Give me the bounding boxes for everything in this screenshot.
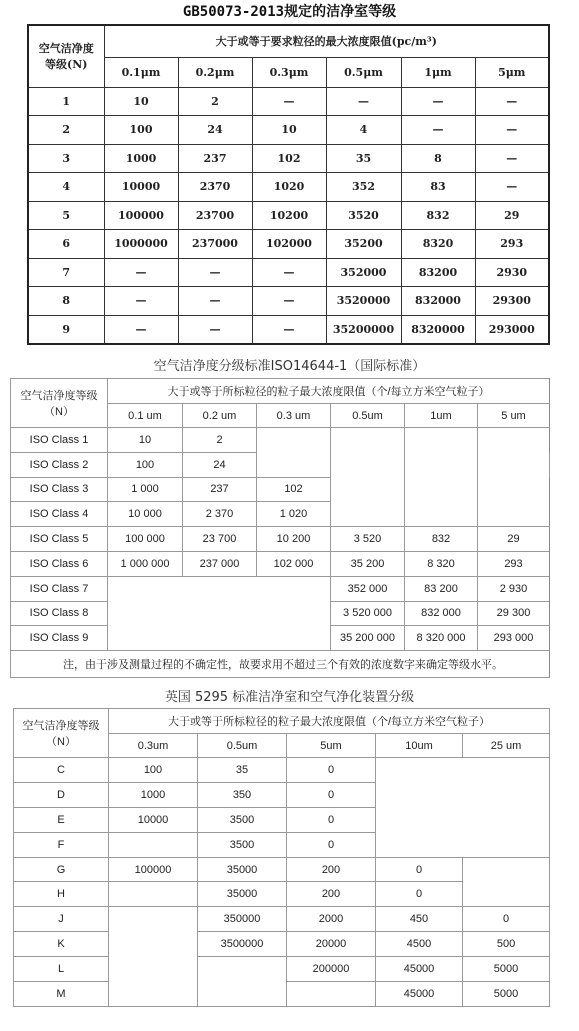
value-cell: 100 bbox=[104, 116, 178, 145]
value-cell: — bbox=[252, 258, 326, 287]
value-cell: 100000 bbox=[109, 857, 198, 882]
table-row bbox=[11, 428, 550, 453]
value-cell: 450 bbox=[376, 907, 463, 932]
value-cell: 200000 bbox=[287, 957, 376, 982]
empty-cell bbox=[257, 428, 331, 478]
value-cell: 29 300 bbox=[478, 601, 550, 626]
particle-size-header: 0.2 um bbox=[183, 404, 257, 428]
value-cell: 0 bbox=[287, 758, 376, 783]
grade-cell: J bbox=[14, 907, 109, 932]
table-row bbox=[28, 116, 549, 145]
value-cell: 8 bbox=[401, 144, 475, 173]
limit-header: 大于或等于要求粒径的最大浓度限值(pc/m³) bbox=[104, 25, 549, 57]
table-row bbox=[11, 527, 550, 552]
value-cell: 832 bbox=[401, 201, 475, 230]
value-cell: 4 bbox=[326, 116, 401, 145]
iso14644-table bbox=[10, 378, 550, 678]
value-cell: 24 bbox=[178, 116, 252, 145]
value-cell: 293 bbox=[478, 551, 550, 576]
empty-cell bbox=[109, 882, 198, 907]
value-cell: 10 bbox=[108, 428, 183, 453]
value-cell: — bbox=[252, 87, 326, 116]
grade-cell: 3 bbox=[28, 144, 104, 173]
table-row bbox=[28, 87, 549, 116]
table-row bbox=[14, 957, 550, 982]
value-cell: 1000000 bbox=[104, 230, 178, 259]
value-cell: 237000 bbox=[178, 230, 252, 259]
table-row bbox=[28, 258, 549, 287]
value-cell: 2 bbox=[183, 428, 257, 453]
value-cell: — bbox=[475, 116, 549, 145]
value-cell: 35 bbox=[198, 758, 287, 783]
grade-header: 空气洁净度等级 （N） bbox=[14, 709, 109, 758]
value-cell: 1000 bbox=[104, 144, 178, 173]
empty-cell bbox=[109, 907, 198, 1007]
value-cell: 3500 bbox=[198, 832, 287, 857]
value-cell: 10000 bbox=[109, 807, 198, 832]
grade-cell: F bbox=[14, 832, 109, 857]
grade-cell: 5 bbox=[28, 201, 104, 230]
value-cell: 352000 bbox=[326, 258, 401, 287]
value-cell: 3 520 000 bbox=[331, 601, 405, 626]
value-cell: 200 bbox=[287, 882, 376, 907]
particle-size-header: 0.1 um bbox=[108, 404, 183, 428]
value-cell: 100000 bbox=[104, 201, 178, 230]
grade-cell: E bbox=[14, 807, 109, 832]
particle-size-header: 1μm bbox=[401, 57, 475, 87]
value-cell: 352 bbox=[326, 173, 401, 202]
value-cell: 0 bbox=[376, 857, 463, 882]
grade-cell: D bbox=[14, 782, 109, 807]
value-cell: 8320 bbox=[401, 230, 475, 259]
value-cell: 1000 bbox=[109, 782, 198, 807]
value-cell: 100 bbox=[109, 758, 198, 783]
value-cell: 35200000 bbox=[326, 315, 401, 344]
grade-cell: ISO Class 8 bbox=[11, 601, 108, 626]
grade-cell: 8 bbox=[28, 287, 104, 316]
empty-cell bbox=[287, 982, 376, 1007]
particle-size-header: 25 um bbox=[463, 734, 550, 758]
value-cell: 2 370 bbox=[183, 502, 257, 527]
value-cell: 1 020 bbox=[257, 502, 331, 527]
value-cell: — bbox=[475, 87, 549, 116]
value-cell: 2 930 bbox=[478, 576, 550, 601]
empty-cell bbox=[376, 758, 550, 858]
table-row bbox=[28, 315, 549, 344]
bs5295-table bbox=[13, 708, 550, 1007]
grade-cell: 9 bbox=[28, 315, 104, 344]
value-cell: 237 000 bbox=[183, 551, 257, 576]
value-cell: 100 bbox=[108, 452, 183, 477]
limit-header: 大于或等于所标粒径的粒子最大浓度限值（个/每立方米空气粒子） bbox=[108, 379, 550, 404]
table-row bbox=[28, 230, 549, 259]
value-cell: 293 bbox=[475, 230, 549, 259]
value-cell: 10 200 bbox=[257, 527, 331, 552]
value-cell: 23700 bbox=[178, 201, 252, 230]
iso-table-title: 空气洁净度分级标准ISO14644-1（国际标准） bbox=[153, 359, 426, 374]
value-cell: 200 bbox=[287, 857, 376, 882]
value-cell: — bbox=[401, 116, 475, 145]
value-cell: 352 000 bbox=[331, 576, 405, 601]
value-cell: 832000 bbox=[401, 287, 475, 316]
particle-size-header: 5 um bbox=[478, 404, 550, 428]
value-cell: — bbox=[104, 258, 178, 287]
value-cell: 3520000 bbox=[326, 287, 401, 316]
empty-cell bbox=[405, 428, 478, 527]
value-cell: — bbox=[475, 144, 549, 173]
value-cell: 35000 bbox=[198, 882, 287, 907]
value-cell: 3500 bbox=[198, 807, 287, 832]
value-cell: 45000 bbox=[376, 957, 463, 982]
value-cell: 35 bbox=[326, 144, 401, 173]
value-cell: 10200 bbox=[252, 201, 326, 230]
particle-size-header: 0.5um bbox=[198, 734, 287, 758]
value-cell: 23 700 bbox=[183, 527, 257, 552]
value-cell: 8 320 000 bbox=[405, 626, 478, 651]
grade-cell: L bbox=[14, 957, 109, 982]
grade-cell: ISO Class 3 bbox=[11, 477, 108, 502]
value-cell: 237 bbox=[183, 477, 257, 502]
value-cell: 20000 bbox=[287, 932, 376, 957]
value-cell: 2370 bbox=[178, 173, 252, 202]
table-row bbox=[28, 144, 549, 173]
grade-cell: K bbox=[14, 932, 109, 957]
grade-header: 空气洁净度等级 （N） bbox=[11, 379, 108, 428]
grade-cell: ISO Class 7 bbox=[11, 576, 108, 601]
table-row bbox=[14, 758, 550, 783]
value-cell: 102 bbox=[257, 477, 331, 502]
grade-cell: 6 bbox=[28, 230, 104, 259]
value-cell: 0 bbox=[463, 907, 550, 932]
value-cell: — bbox=[178, 315, 252, 344]
table-row bbox=[11, 576, 550, 601]
table-row bbox=[11, 551, 550, 576]
value-cell: 500 bbox=[463, 932, 550, 957]
value-cell: 0 bbox=[287, 782, 376, 807]
grade-cell: ISO Class 1 bbox=[11, 428, 108, 453]
value-cell: 83200 bbox=[401, 258, 475, 287]
particle-size-header: 0.3 um bbox=[257, 404, 331, 428]
table-row bbox=[28, 201, 549, 230]
value-cell: 4500 bbox=[376, 932, 463, 957]
value-cell: 1020 bbox=[252, 173, 326, 202]
empty-cell bbox=[198, 957, 287, 1007]
value-cell: 102000 bbox=[252, 230, 326, 259]
value-cell: 237 bbox=[178, 144, 252, 173]
particle-size-header: 5um bbox=[287, 734, 376, 758]
value-cell: 2930 bbox=[475, 258, 549, 287]
grade-cell: G bbox=[14, 857, 109, 882]
grade-header: 空气洁净度 等级(N) bbox=[28, 25, 104, 87]
grade-cell: H bbox=[14, 882, 109, 907]
value-cell: — bbox=[178, 258, 252, 287]
value-cell: — bbox=[252, 315, 326, 344]
value-cell: 293000 bbox=[475, 315, 549, 344]
value-cell: 35 200 bbox=[331, 551, 405, 576]
value-cell: 35200 bbox=[326, 230, 401, 259]
grade-cell: ISO Class 9 bbox=[11, 626, 108, 651]
table-row bbox=[14, 907, 550, 932]
value-cell: 1 000 bbox=[108, 477, 183, 502]
limit-header: 大于或等于所标粒径的粒子最大浓度限值（个/每立方米空气粒子） bbox=[109, 709, 550, 734]
value-cell: 8320000 bbox=[401, 315, 475, 344]
value-cell: — bbox=[475, 173, 549, 202]
value-cell: 83 200 bbox=[405, 576, 478, 601]
particle-size-header: 5μm bbox=[475, 57, 549, 87]
value-cell: — bbox=[178, 287, 252, 316]
grade-cell: ISO Class 6 bbox=[11, 551, 108, 576]
particle-size-header: 10um bbox=[376, 734, 463, 758]
value-cell: 5000 bbox=[463, 982, 550, 1007]
value-cell: 0 bbox=[376, 882, 463, 907]
value-cell: 0 bbox=[287, 832, 376, 857]
value-cell: 8 320 bbox=[405, 551, 478, 576]
value-cell: — bbox=[401, 87, 475, 116]
value-cell: 10 bbox=[252, 116, 326, 145]
particle-size-header: 0.5um bbox=[331, 404, 405, 428]
grade-cell: 4 bbox=[28, 173, 104, 202]
value-cell: 0 bbox=[287, 807, 376, 832]
value-cell: 29 bbox=[478, 527, 550, 552]
grade-cell: 1 bbox=[28, 87, 104, 116]
value-cell: — bbox=[104, 315, 178, 344]
grade-cell: ISO Class 4 bbox=[11, 502, 108, 527]
value-cell: 832 000 bbox=[405, 601, 478, 626]
value-cell: 3500000 bbox=[198, 932, 287, 957]
bs5295-table-title: 英国 5295 标准洁净室和空气净化装置分级 bbox=[164, 690, 415, 705]
value-cell: 29 bbox=[475, 201, 549, 230]
value-cell: 102 bbox=[252, 144, 326, 173]
table-row bbox=[28, 287, 549, 316]
value-cell: 293 000 bbox=[478, 626, 550, 651]
value-cell: 350000 bbox=[198, 907, 287, 932]
table-row bbox=[28, 173, 549, 202]
value-cell: 35 200 000 bbox=[331, 626, 405, 651]
value-cell: 5000 bbox=[463, 957, 550, 982]
gb-table-title: GB50073-2013规定的洁净室等级 bbox=[182, 4, 397, 20]
grade-cell: 2 bbox=[28, 116, 104, 145]
value-cell: 45000 bbox=[376, 982, 463, 1007]
value-cell: 1 000 000 bbox=[108, 551, 183, 576]
particle-size-header: 1um bbox=[405, 404, 478, 428]
value-cell: 35000 bbox=[198, 857, 287, 882]
table-note: 注，由于涉及测量过程的不确定性，故要求用不超过三个有效的浓度数字来确定等级水平。 bbox=[11, 651, 550, 678]
value-cell: 10000 bbox=[104, 173, 178, 202]
empty-cell bbox=[109, 832, 198, 857]
empty-cell bbox=[108, 576, 331, 650]
value-cell: 24 bbox=[183, 452, 257, 477]
gb50073-cleanroom-table bbox=[27, 24, 550, 345]
empty-cell bbox=[478, 428, 550, 527]
value-cell: — bbox=[104, 287, 178, 316]
grade-cell: ISO Class 2 bbox=[11, 452, 108, 477]
value-cell: — bbox=[326, 87, 401, 116]
value-cell: 3520 bbox=[326, 201, 401, 230]
particle-size-header: 0.3μm bbox=[252, 57, 326, 87]
value-cell: — bbox=[252, 287, 326, 316]
grade-cell: ISO Class 5 bbox=[11, 527, 108, 552]
value-cell: 100 000 bbox=[108, 527, 183, 552]
empty-cell bbox=[463, 857, 550, 907]
value-cell: 832 bbox=[405, 527, 478, 552]
grade-cell: M bbox=[14, 982, 109, 1007]
value-cell: 2 bbox=[178, 87, 252, 116]
particle-size-header: 0.2μm bbox=[178, 57, 252, 87]
value-cell: 29300 bbox=[475, 287, 549, 316]
particle-size-header: 0.5μm bbox=[326, 57, 401, 87]
value-cell: 10 bbox=[104, 87, 178, 116]
value-cell: 10 000 bbox=[108, 502, 183, 527]
grade-cell: 7 bbox=[28, 258, 104, 287]
value-cell: 2000 bbox=[287, 907, 376, 932]
value-cell: 3 520 bbox=[331, 527, 405, 552]
empty-cell bbox=[331, 428, 405, 527]
value-cell: 83 bbox=[401, 173, 475, 202]
table-row bbox=[14, 932, 550, 957]
table-row bbox=[14, 857, 550, 882]
particle-size-header: 0.3um bbox=[109, 734, 198, 758]
grade-cell: C bbox=[14, 758, 109, 783]
particle-size-header: 0.1μm bbox=[104, 57, 178, 87]
value-cell: 350 bbox=[198, 782, 287, 807]
value-cell: 102 000 bbox=[257, 551, 331, 576]
